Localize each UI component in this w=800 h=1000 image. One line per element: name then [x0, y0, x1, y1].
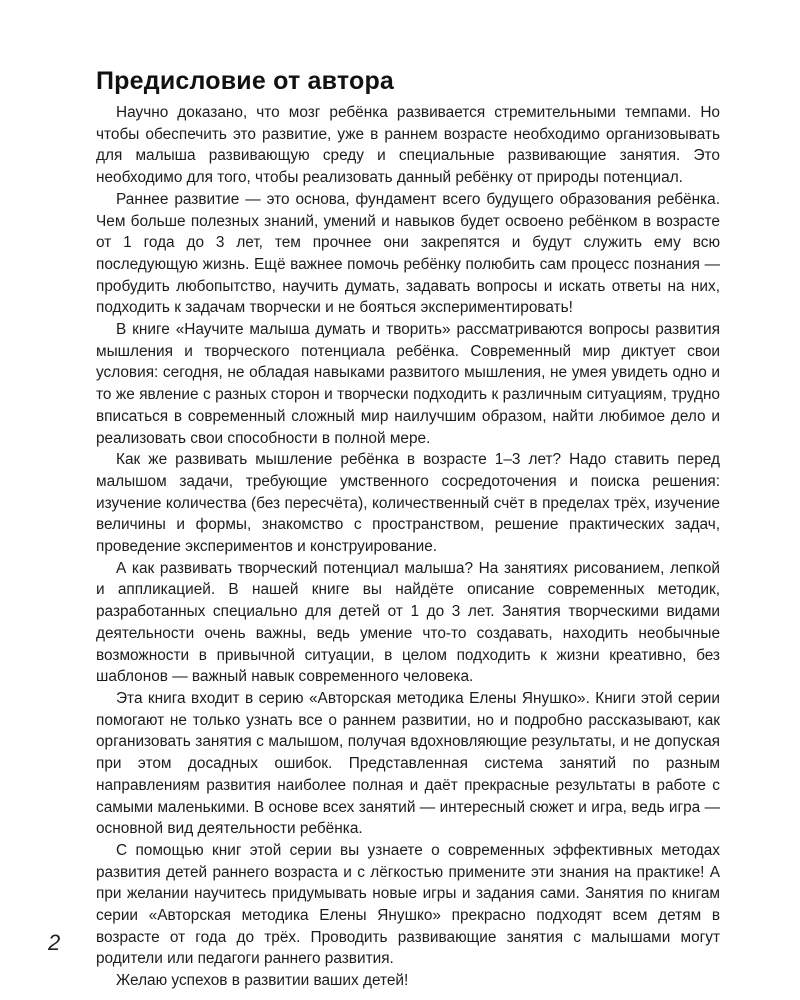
paragraph: Научно доказано, что мозг ребёнка развивается стремительными темпами. Но чтобы обеспечить это развитие, уже в раннем возрасте необходимо организовывать для малыша развивающую среду и специальные развивающие занятия. Это необходимо для того, чтобы реализовать данный ребёнку от природы потенциал. — [96, 104, 720, 187]
page-number: 2 — [48, 930, 61, 955]
paragraph: Как же развивать мышление ребёнка в возрасте 1–3 лет? Надо ставить перед малышом задачи, требующие умственного сосредоточения и поиска решения: изучение количества (без пересчёта), количественный счёт в пределах трёх, изучение величины и формы, знакомство с пространством, решение практических задач, проведение экспериментов и конструирование. — [96, 451, 720, 556]
paragraph: Желаю успехов в развитии ваших детей! — [116, 972, 409, 990]
paragraph: Раннее развитие — это основа, фундамент всего будущего образования ребёнка. Чем больше полезных знаний, умений и навыков будет освоено ребёнком в возрасте от 1 года до 3 лет, тем прочнее они закрепятся и будут служить ему всю последующую жизнь. Ещё важнее помочь ребёнку полюбить сам процесс познания — пробудить любопытство, научить думать, задавать вопросы и искать ответы на них, подходить к задачам творчески и не бояться экспериментировать! — [96, 190, 720, 317]
body-text — [96, 102, 720, 992]
document-page — [96, 66, 720, 992]
paragraph: В книге «Научите малыша думать и творить» рассматриваются вопросы развития мышления и творческого потенциала ребёнка. Современный мир диктует свои условия: сегодня, не обладая навыками развитого мышления, не умея увидеть одно и то же явление с разных сторон и творчески подходить к различным ситуациям, трудно вписаться в современный сложный мир наилучшим образом, найти любимое дело и реализовать свои способности в полной мере. — [96, 321, 720, 447]
paragraph: С помощью книг этой серии вы узнаете о современных эффективных методах развития детей раннего возраста и с лёгкостью примените эти знания на практике! А при желании научитесь придумывать новые игры и задания сами. Занятия по книгам серии «Авторская методика Елены Янушко» прекрасно подходят всем детям в возрасте от года до трёх. Проводить развивающие занятия с малышами могут родители или педагоги раннего развития. — [96, 841, 720, 968]
paragraph: А как развивать творческий потенциал малыша? На занятиях рисованием, лепкой и аппликацией. В нашей книге вы найдёте описание современных методик, разработанных специально для детей от 1 до 3 лет. Занятия творческими видами деятельности очень важны, ведь умение что-то создавать, находить необычные возможности в привычной ситуации, в целом подходить к жизни креативно, без шаблонов — важный навык современного человека. — [96, 559, 720, 686]
page-title: Предисловие от автора — [96, 67, 395, 95]
paragraph: Эта книга входит в серию «Авторская методика Елены Янушко». Книги этой серии помогают не только узнать все о раннем развитии, но и подробно рассказывают, как организовать занятия с малышом, получая вдохновляющие результаты, и не допуская при этом досадных ошибок. Представленная система занятий по разным направлениям развития наиболее полная и даёт прекрасные результаты в работе с самыми маленькими. В основе всех занятий — интересный сюжет и игра, ведь игра — основной вид деятельности ребёнка. — [96, 689, 720, 838]
